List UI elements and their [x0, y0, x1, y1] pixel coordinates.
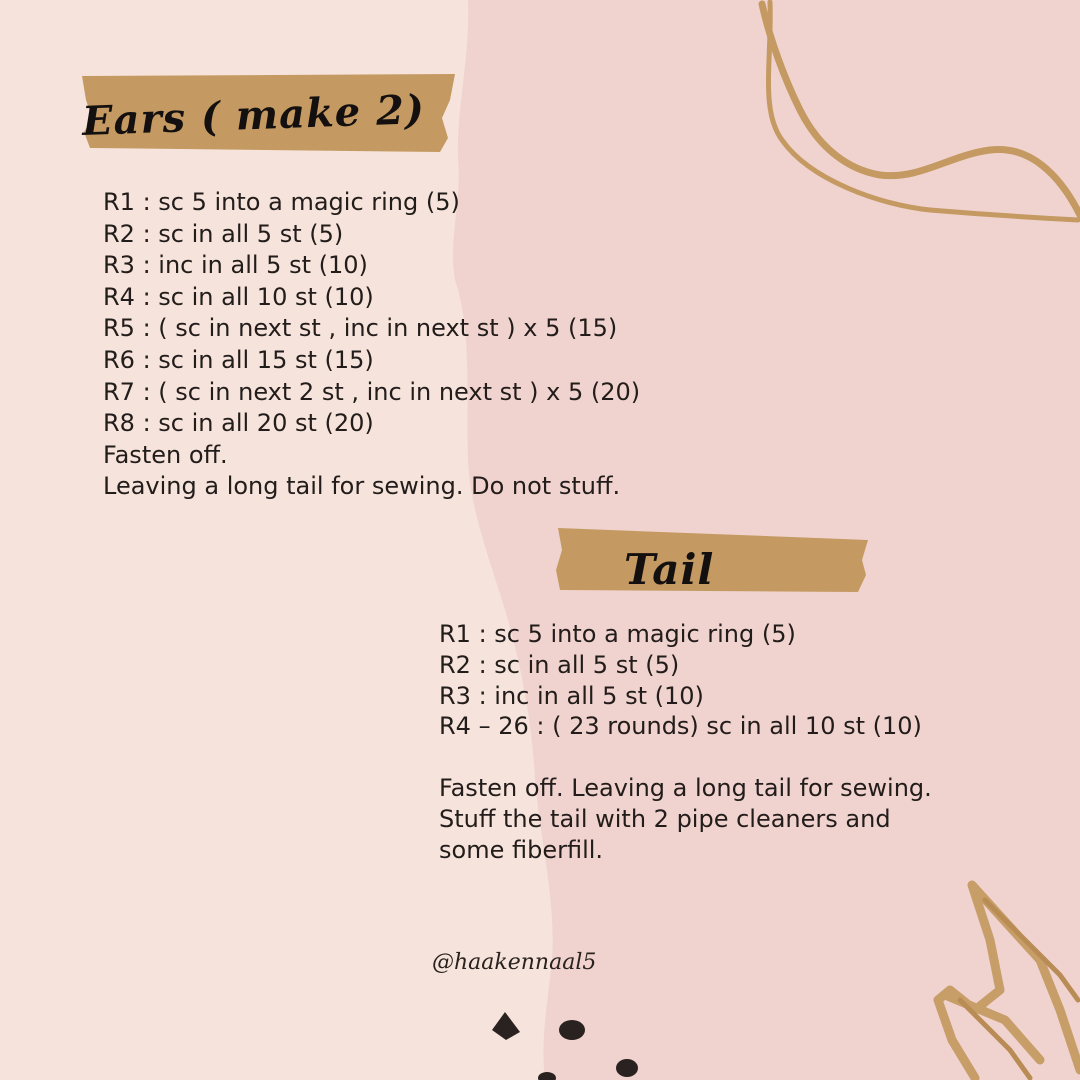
instruction-line: R7 : ( sc in next 2 st , inc in next st ) x 5 (20): [103, 377, 641, 406]
instruction-line: R1 : sc 5 into a magic ring (5): [103, 188, 460, 216]
tail-instructions: [439, 619, 922, 742]
instruction-line: R2 : sc in all 5 st (5): [439, 650, 680, 679]
instruction-line: R4 – 26 : ( 23 rounds) sc in all 10 st (10): [439, 712, 922, 741]
note-line: Fasten off. Leaving a long tail for sewing.: [439, 774, 932, 802]
tail-section-title: Tail: [624, 545, 715, 594]
instruction-line: R6 : sc in all 15 st (15): [103, 345, 374, 374]
instruction-line: R1 : sc 5 into a magic ring (5): [439, 620, 796, 648]
instruction-line: R2 : sc in all 5 st (5): [103, 219, 344, 248]
note-line: some fiberfill.: [439, 836, 604, 864]
ears-instructions: [103, 187, 640, 503]
instruction-line: R8 : sc in all 20 st (20): [103, 409, 374, 438]
note-line: Stuff the tail with 2 pipe cleaners and: [439, 805, 891, 833]
ears-section-title: Ears ( make 2): [81, 86, 426, 145]
dark-spot: [492, 1012, 520, 1040]
instruction-line: R4 : sc in all 10 st (10): [103, 282, 374, 311]
dark-spot: [559, 1020, 585, 1040]
instruction-line: R3 : inc in all 5 st (10): [439, 681, 704, 710]
instruction-line: R5 : ( sc in next st , inc in next st ) x 5 (15): [103, 314, 618, 343]
tail-notes: [439, 773, 932, 866]
instruction-line: R3 : inc in all 5 st (10): [103, 251, 368, 280]
author-handle: @haakennaal5: [432, 950, 597, 975]
instruction-line: Leaving a long tail for sewing. Do not stuff.: [103, 472, 621, 501]
instruction-line: Fasten off.: [103, 440, 228, 469]
dark-spot: [616, 1059, 638, 1077]
